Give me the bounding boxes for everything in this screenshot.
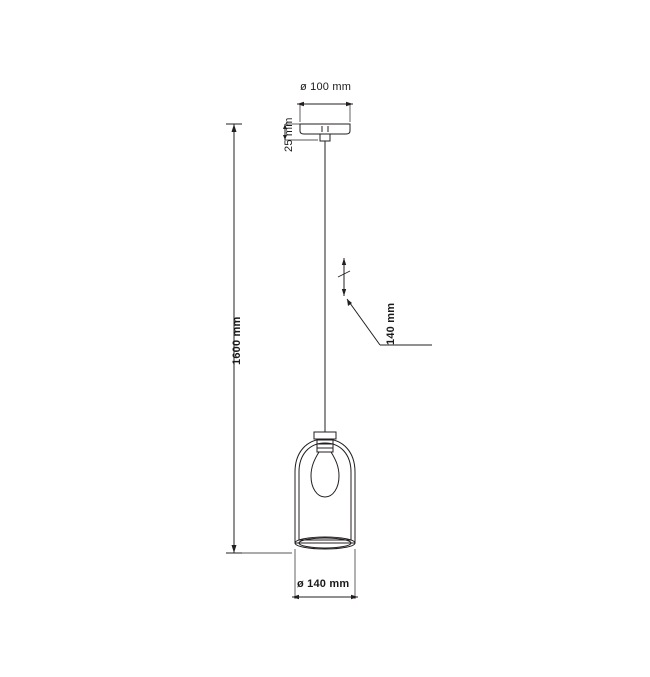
canopy-assembly — [300, 124, 350, 141]
canopy-diameter-dimension — [297, 102, 353, 122]
shade-diameter-dimension — [292, 549, 358, 599]
glass-shade — [295, 432, 355, 549]
shade-height-label: 140 mm — [385, 302, 397, 345]
total-height-label: 1600 mm — [231, 316, 243, 365]
canopy-diameter-label: ø 100 mm — [300, 81, 352, 93]
light-bulb — [311, 440, 339, 497]
canopy-height-label: 25 mm — [283, 117, 295, 152]
shade-diameter-label: ø 140 mm — [297, 578, 350, 590]
